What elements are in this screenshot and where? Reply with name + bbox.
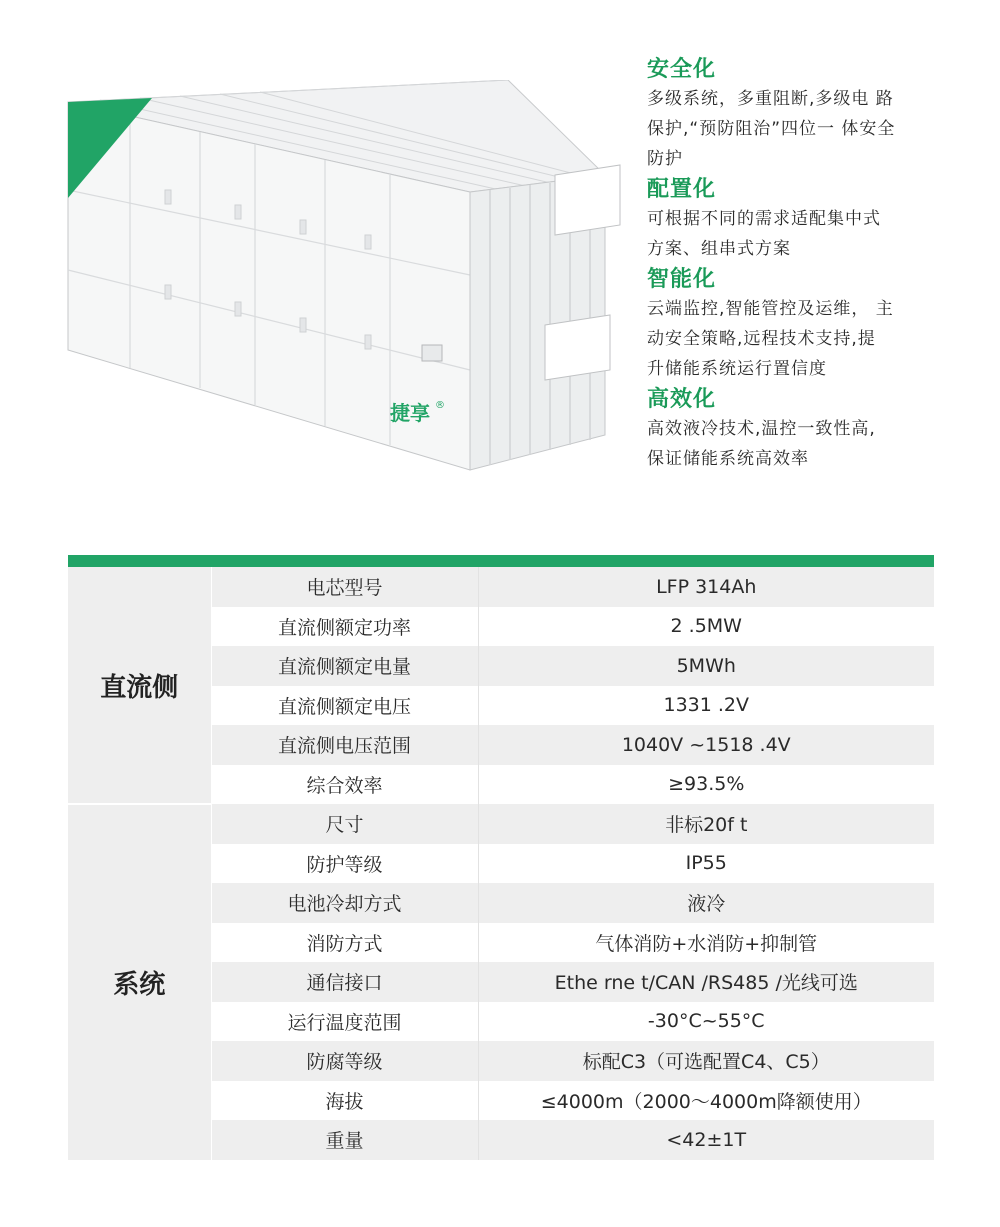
row-name: 防腐等级: [211, 1041, 478, 1081]
row-value: -30°C~55°C: [478, 1002, 934, 1042]
row-value: 非标20f t: [478, 804, 934, 844]
row-value: 5MWh: [478, 646, 934, 686]
row-value: 标配C3（可选配置C4、C5）: [478, 1041, 934, 1081]
row-value: 2 .5MW: [478, 607, 934, 647]
row-value: 1331 .2V: [478, 686, 934, 726]
spec-table: [68, 555, 934, 1160]
feature-line: 保护,“预防阻治”四位一 体安全: [647, 119, 896, 139]
control-panel: [422, 345, 442, 361]
feature-line: 可根据不同的需求适配集中式: [647, 209, 881, 229]
feature-list: [647, 55, 947, 475]
row-name: 运行温度范围: [211, 1002, 478, 1042]
feature-line: 防护: [647, 149, 683, 169]
row-name: 电芯型号: [211, 567, 478, 607]
row-name: 综合效率: [211, 765, 478, 805]
group-label-dc: 直流侧: [68, 567, 211, 804]
row-name: 防护等级: [211, 844, 478, 884]
row-name: 海拔: [211, 1081, 478, 1121]
table-header-bar: [68, 555, 934, 567]
table-row: [68, 804, 934, 844]
table-row: [68, 567, 934, 607]
row-value: 气体消防+水消防+抑制管: [478, 923, 934, 963]
spec-grid: [68, 567, 934, 1160]
row-value: 1040V ~1518 .4V: [478, 725, 934, 765]
row-value: ≥93.5%: [478, 765, 934, 805]
row-value: LFP 314Ah: [478, 567, 934, 607]
feature-efficient: [647, 385, 947, 473]
row-value: <42±1T: [478, 1120, 934, 1160]
row-name: 通信接口: [211, 962, 478, 1002]
registered-mark: ®: [435, 400, 445, 411]
brand-logo: 捷享: [390, 401, 430, 425]
feature-line: 方案、组串式方案: [647, 239, 791, 259]
feature-line: 升储能系统运行置信度: [647, 359, 827, 379]
row-value: ≤4000m（2000～4000m降额使用）: [478, 1081, 934, 1121]
feature-title: 配置化: [647, 177, 717, 202]
container-illustration: [60, 80, 640, 480]
row-name: 消防方式: [211, 923, 478, 963]
row-value: 液冷: [478, 883, 934, 923]
row-name: 直流侧额定功率: [211, 607, 478, 647]
row-name: 直流侧电压范围: [211, 725, 478, 765]
feature-line: 高效液冷技术,温控一致性高,: [647, 419, 876, 439]
feature-title: 安全化: [647, 57, 717, 82]
feature-title: 智能化: [647, 267, 717, 292]
row-value: Ethe rne t/CAN /RS485 /光线可选: [478, 962, 934, 1002]
row-name: 直流侧额定电压: [211, 686, 478, 726]
feature-configurable: [647, 175, 947, 263]
feature-line: 动安全策略,远程技术支持,提: [647, 329, 876, 349]
feature-title: 高效化: [647, 387, 717, 412]
row-name: 重量: [211, 1120, 478, 1160]
group-label-system: 系统: [68, 804, 211, 1160]
feature-intelligent: [647, 265, 947, 383]
feature-line: 云端监控,智能管控及运维， 主: [647, 299, 894, 319]
row-name: 直流侧额定电量: [211, 646, 478, 686]
row-name: 尺寸: [211, 804, 478, 844]
row-value: IP55: [478, 844, 934, 884]
feature-line: 多级系统，多重阻断,多级电 路: [647, 89, 894, 109]
feature-safety: [647, 55, 947, 173]
feature-line: 保证储能系统高效率: [647, 449, 809, 469]
row-name: 电池冷却方式: [211, 883, 478, 923]
